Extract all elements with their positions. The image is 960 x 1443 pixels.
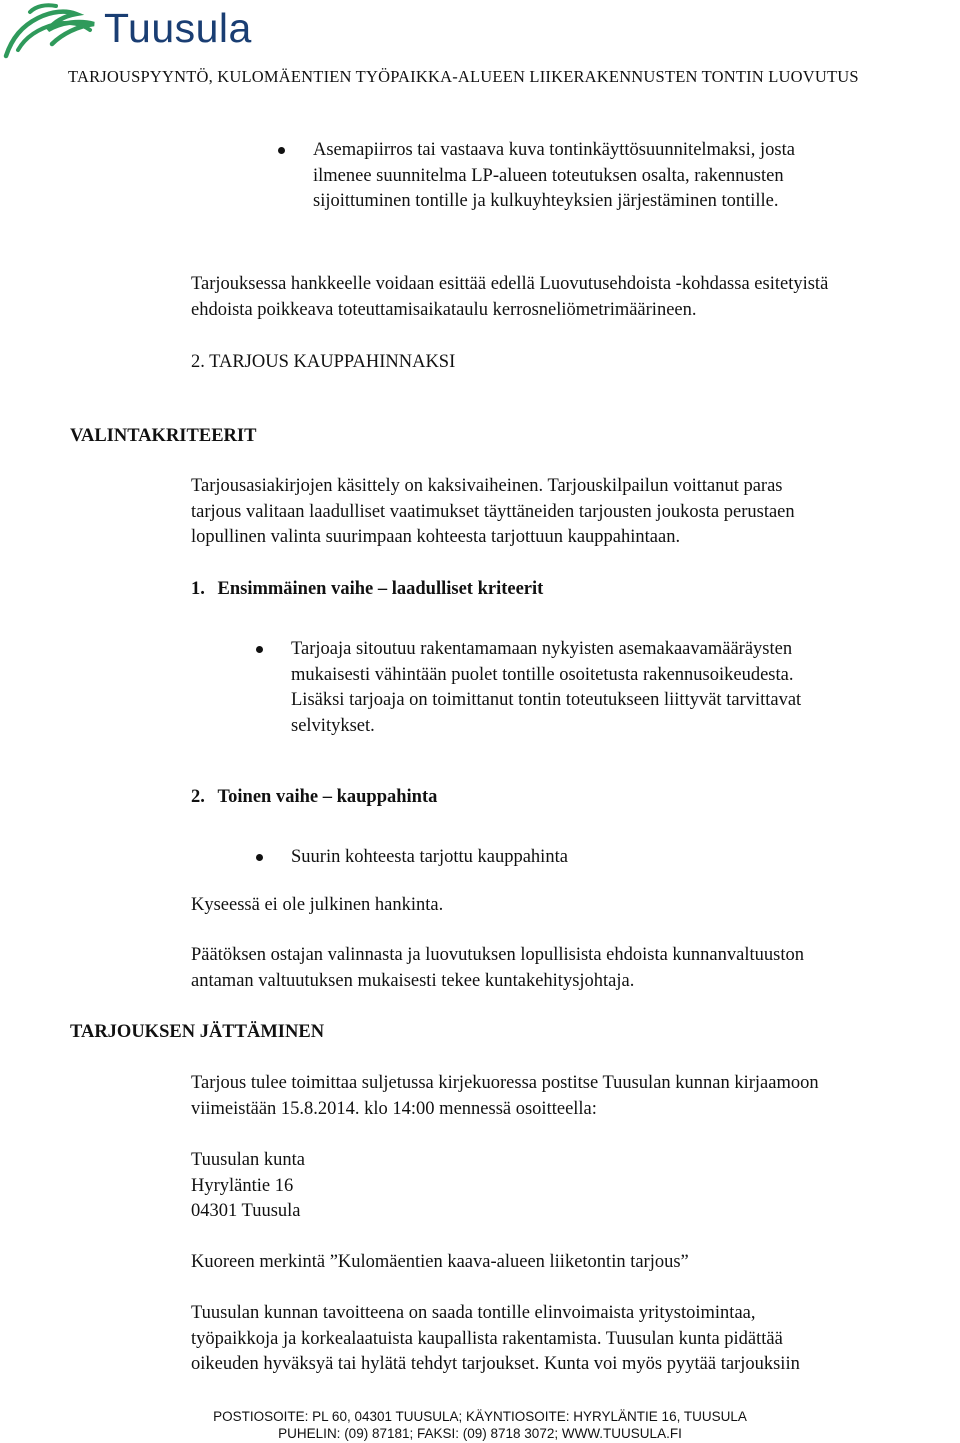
intro-bullet [313, 138, 933, 215]
text-line: Päätöksen ostajan valinnasta ja luovutuksen lopullisista ehdoista kunnanvaltuuston [191, 945, 804, 965]
text-line: viimeistään 15.8.2014. klo 14:00 mennessä osoitteella: [191, 1098, 597, 1119]
phase2-number: 2. [191, 787, 205, 807]
logo-wordmark: Tuusula [104, 5, 252, 51]
bullet-icon [278, 147, 285, 154]
intro-paragraph [191, 272, 960, 323]
envelope-label: Kuoreen merkintä ”Kulomäentien kaava-alueen liiketontin tarjous” [191, 1252, 689, 1272]
phase2-title: Toinen vaihe – kauppahinta [217, 787, 438, 807]
text-line: mukaisesti vähintään puolet tontille osoitetusta rakennusoikeudesta. [291, 664, 794, 685]
text-line: Tarjoaja sitoutuu rakentamamaan nykyisten asemakaavamääräysten [291, 639, 793, 659]
submission-instructions [191, 1071, 960, 1122]
bullet-icon [256, 646, 263, 653]
text-line: työpaikkoja ja korkealaatuista kaupallista rakentamista. Tuusulan kunta pidättää [191, 1328, 783, 1349]
text-line: selvitykset. [291, 715, 375, 736]
criteria-paragraph [191, 474, 960, 551]
decision-paragraph [191, 943, 960, 994]
text-line: Lisäksi tarjoaja on toimittanut tontin toteutukseen liittyvät tarvittavat [291, 690, 802, 710]
text-line: Tarjousasiakirjojen käsittely on kaksivaiheinen. Tarjouskilpailun voittanut paras [191, 476, 783, 496]
text-line: Tuusulan kunnan tavoitteena on saada tontille elinvoimaista yritystoimintaa, [191, 1303, 756, 1323]
footer-contact: PUHELIN: (09) 87181; FAKSI: (09) 8718 3072; WWW.TUUSULA.FI [278, 1426, 682, 1441]
phase1-number: 1. [191, 579, 205, 599]
address-line: Hyryläntie 16 [191, 1175, 294, 1196]
procurement-note: Kyseessä ei ole julkinen hankinta. [191, 895, 444, 915]
text-line: sijoittuminen tontille ja kulkuyhteyksien järjestäminen tontille. [313, 191, 779, 211]
text-line: Asemapiirros tai vastaava kuva tontinkäyttösuunnitelmaksi, josta [313, 140, 795, 160]
phase2-bullet: Suurin kohteesta tarjottu kauppahinta [291, 847, 568, 867]
goal-paragraph [191, 1301, 960, 1378]
leaf-logo-icon [0, 0, 104, 60]
text-line: lopullinen valinta suurimpaan kohteesta tarjottuun kauppahintaan. [191, 527, 681, 547]
text-line: ilmenee suunnitelma LP-alueen toteutuksen osalta, rakennusten [313, 165, 784, 186]
bullet-icon [256, 854, 263, 861]
phase1-heading [191, 577, 543, 603]
text-line: oikeuden hyväksyä tai hylätä tehdyt tarjoukset. Kunta voi myös pyytää tarjouksiin [191, 1354, 800, 1374]
text-line: antaman valtuutuksen mukaisesti tekee kuntakehitysjohtaja. [191, 970, 635, 991]
phase2-heading [191, 785, 437, 811]
text-line: tarjous valitaan laadulliset vaatimukset täyttäneiden tarjousten joukosta perustaen [191, 501, 795, 522]
section-heading-offer-price: 2. TARJOUS KAUPPAHINNAKSI [191, 352, 456, 372]
phase1-title: Ensimmäinen vaihe – laadulliset kriteerit [217, 579, 544, 599]
footer-address: POSTIOSOITE: PL 60, 04301 TUUSULA; KÄYNTIOSOITE: HYRYLÄNTIE 16, TUUSULA [213, 1409, 747, 1424]
address-line: Tuusulan kunta [191, 1150, 305, 1170]
text-line: Tarjous tulee toimittaa suljetussa kirjekuoressa postitse Tuusulan kunnan kirjaamoon [191, 1073, 819, 1093]
section-heading-criteria: VALINTAKRITEERIT [70, 426, 257, 446]
phase1-bullet [291, 637, 931, 739]
address-line: 04301 Tuusula [191, 1201, 301, 1221]
text-line: Tarjouksessa hankkeelle voidaan esittää edellä Luovutusehdoista -kohdassa esitetyistä [191, 274, 829, 294]
text-line: ehdoista poikkeava toteuttamisaikataulu kerrosneliömetrimäärineen. [191, 299, 697, 320]
document-title: TARJOUSPYYNTÖ, KULOMÄENTIEN TYÖPAIKKA-ALUEEN LIIKERAKENNUSTEN TONTIN LUOVUTUS [68, 67, 859, 86]
mailing-address [191, 1148, 305, 1225]
section-heading-submission: TARJOUKSEN JÄTTÄMINEN [70, 1022, 325, 1042]
